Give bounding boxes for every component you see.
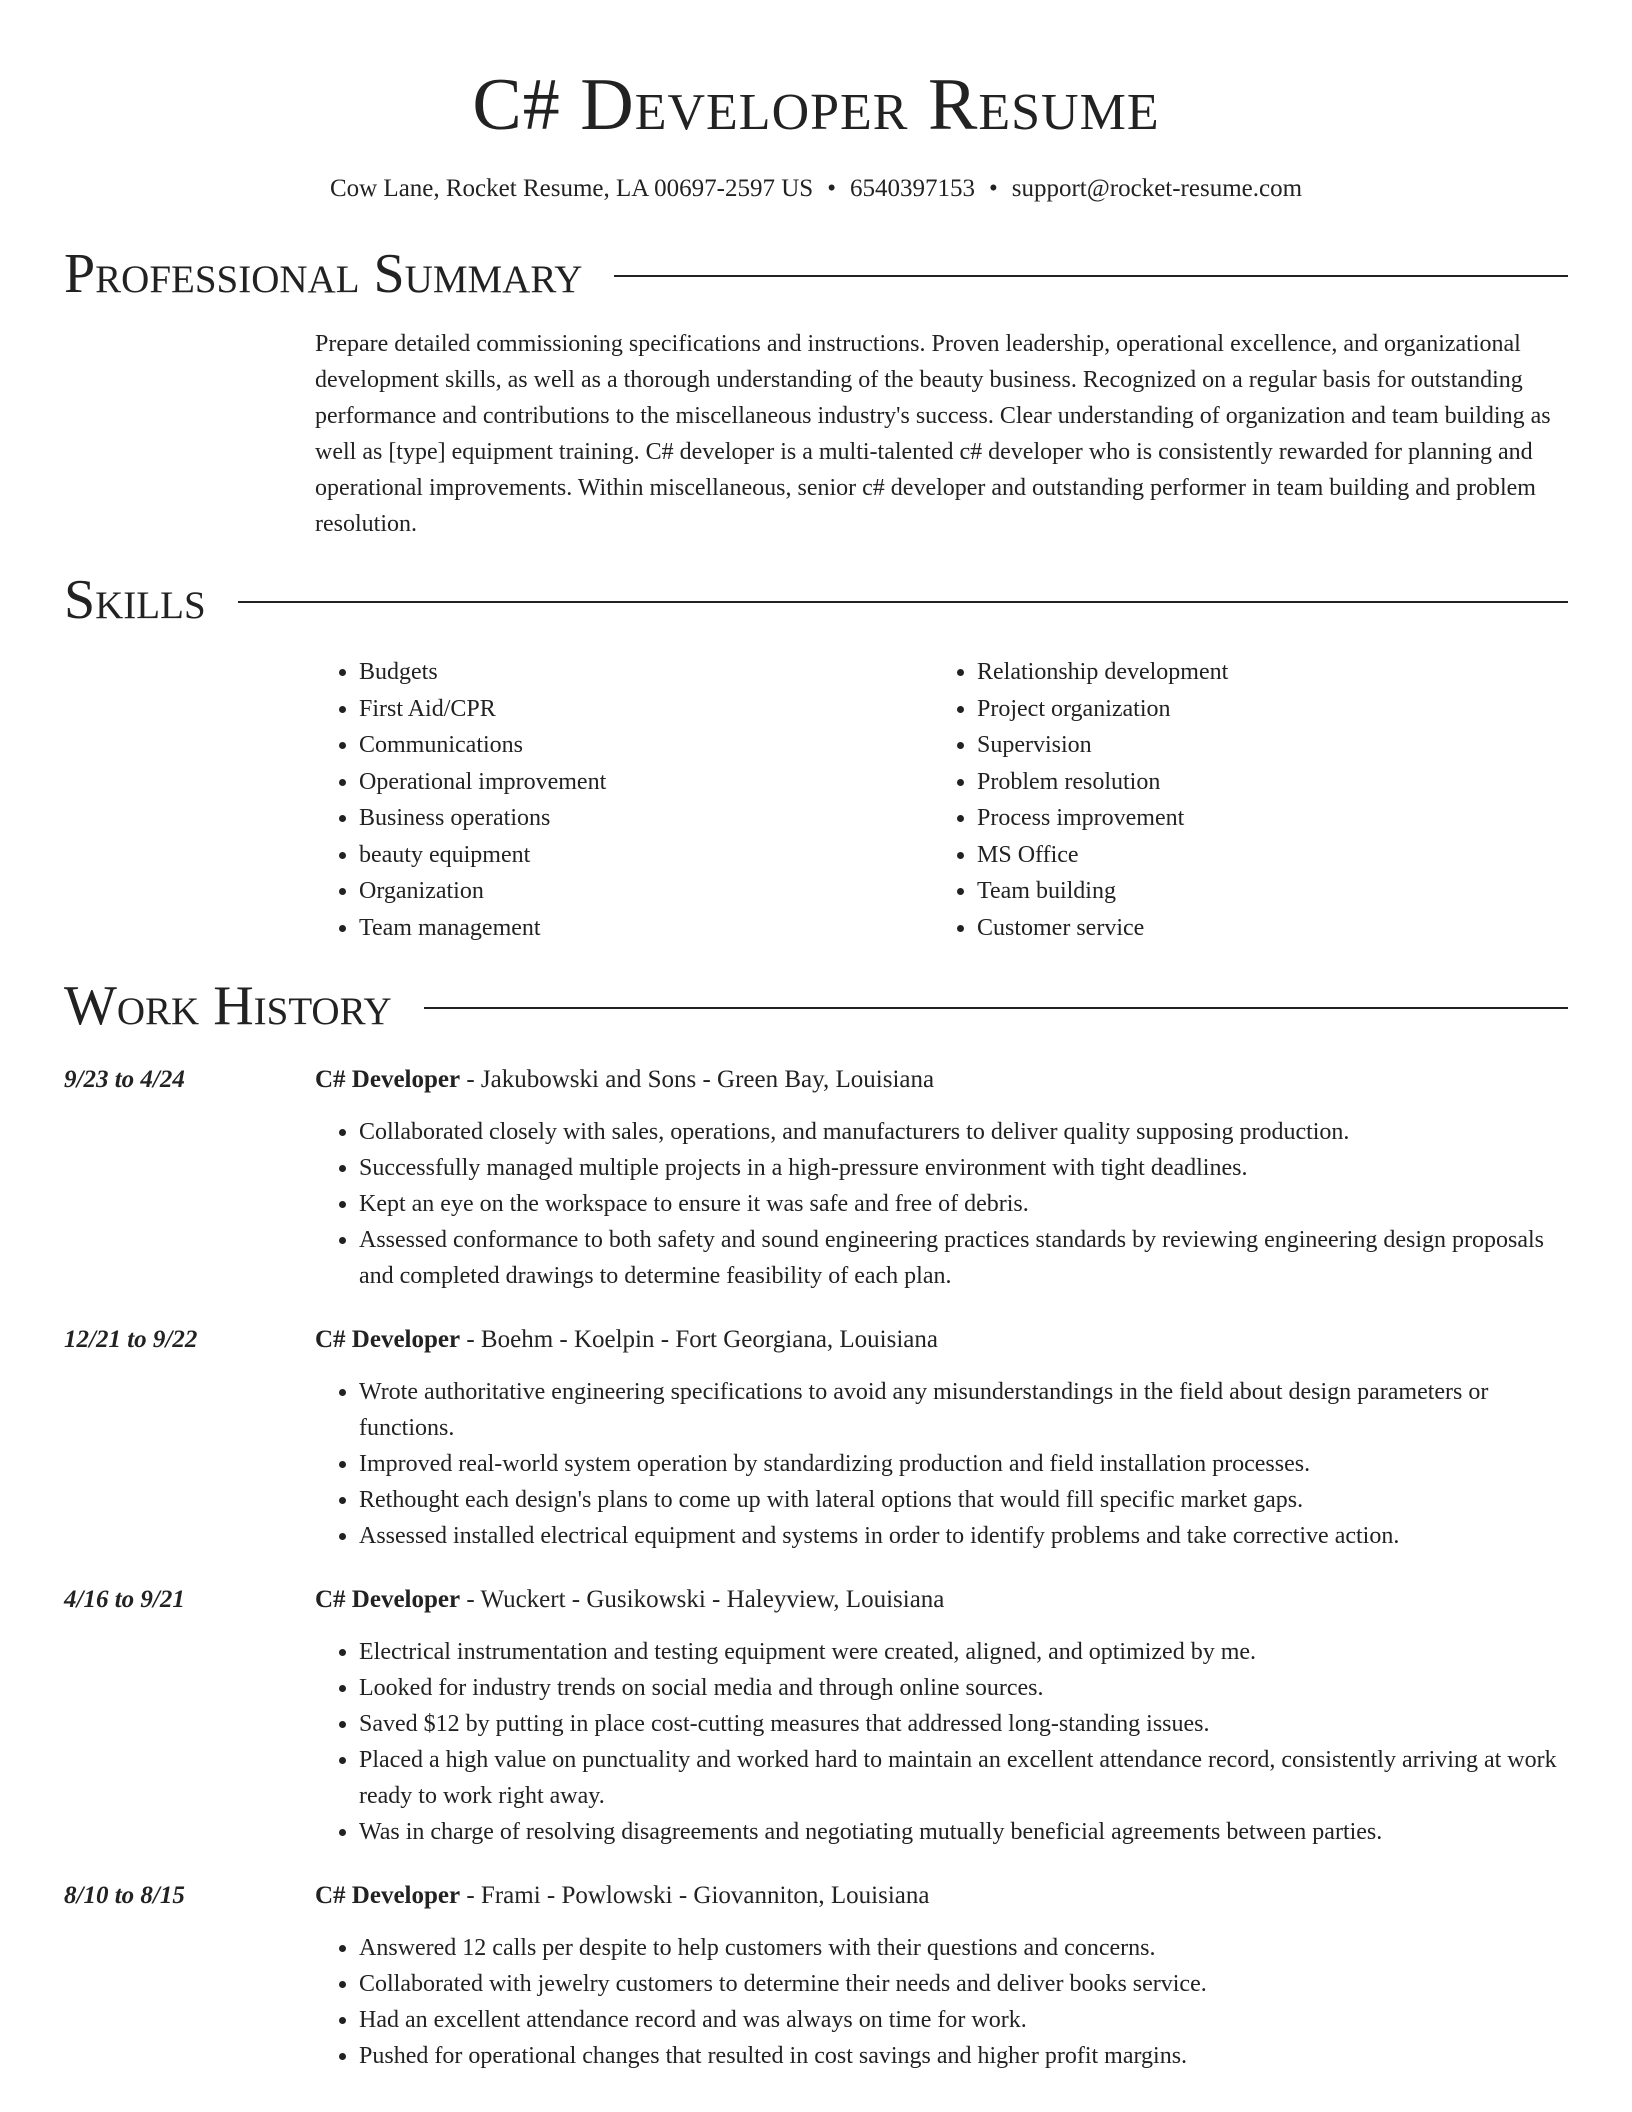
skill-item: • Customer service xyxy=(977,910,1551,947)
skill-item: • First Aid/CPR xyxy=(359,691,933,728)
job-bullet: • Looked for industry trends on social media and through online sources. xyxy=(359,1670,1568,1706)
job-dates: 9/23 to 4/24 xyxy=(64,1066,185,1093)
job-bullet: • Improved real-world system operation by standardizing production and field installation processes. xyxy=(359,1446,1568,1482)
skill-item: • Project organization xyxy=(977,691,1551,728)
job-employer-location: - Frami - Powlowski - Giovanniton, Louisiana xyxy=(460,1882,930,1909)
contact-separator: • xyxy=(988,175,998,202)
skills-list xyxy=(315,654,1568,946)
job-header xyxy=(315,1878,1568,1914)
job-bullets xyxy=(315,1930,1568,2074)
skill-item: • Team management xyxy=(359,910,933,947)
job-role: C# Developer xyxy=(315,1066,461,1093)
job-employer-location: - Wuckert - Gusikowski - Haleyview, Louisiana xyxy=(460,1586,945,1613)
job-bullet: • Electrical instrumentation and testing equipment were created, aligned, and optimized by me. xyxy=(359,1634,1568,1670)
summary-heading: Professional Summary xyxy=(64,243,583,305)
contact-phone: 6540397153 xyxy=(849,175,975,202)
job-bullet: • Collaborated closely with sales, operations, and manufacturers to deliver quality supposing production. xyxy=(359,1114,1568,1150)
skill-item: • MS Office xyxy=(977,837,1551,874)
job-bullet: • Successfully managed multiple projects in a high-pressure environment with tight deadlines. xyxy=(359,1150,1568,1186)
work-heading: Work History xyxy=(64,975,392,1037)
contact-email: support@rocket-resume.com xyxy=(1011,175,1303,202)
job-bullets xyxy=(315,1114,1568,1294)
skills-column-left xyxy=(315,654,933,946)
skills-section-header xyxy=(64,568,1568,632)
skill-item: • Supervision xyxy=(977,727,1551,764)
job-role: C# Developer xyxy=(315,1326,461,1353)
work-history-list xyxy=(64,1062,1568,2074)
skill-item: • Organization xyxy=(359,873,933,910)
skill-item: • beauty equipment xyxy=(359,837,933,874)
contact-address: Cow Lane, Rocket Resume, LA 00697-2597 US xyxy=(329,175,814,202)
job-bullet: • Answered 12 calls per despite to help customers with their questions and concerns. xyxy=(359,1930,1568,1966)
job-bullets xyxy=(315,1374,1568,1554)
job-entry xyxy=(64,1582,1568,1850)
job-employer-location: - Boehm - Koelpin - Fort Georgiana, Louisiana xyxy=(460,1326,938,1353)
skill-item: • Operational improvement xyxy=(359,764,933,801)
job-dates: 12/21 to 9/22 xyxy=(64,1326,198,1353)
work-section-header xyxy=(64,974,1568,1038)
summary-text: Prepare detailed commissioning specifications and instructions. Proven leadership, operational excellence, and organizational development skills, as well as a thorough understanding of the beauty business. Recognized on a regular basis for outstanding performance and contributions to the miscellaneous industry's success. Clear understanding of organization and team building as well as [type] equipment training. C# developer is a multi-talented c# developer who is consistently rewarded for planning and operational improvements. Within miscellaneous, senior c# developer and outstanding performer in team building and problem resolution. xyxy=(315,331,1551,537)
job-bullet: • Collaborated with jewelry customers to determine their needs and deliver books service. xyxy=(359,1966,1568,2002)
resume-page xyxy=(64,0,1568,2074)
job-bullet: • Had an excellent attendance record and was always on time for work. xyxy=(359,2002,1568,2038)
job-employer-location: - Jakubowski and Sons - Green Bay, Louisiana xyxy=(460,1066,935,1093)
job-entry xyxy=(64,1878,1568,2074)
skill-item: • Team building xyxy=(977,873,1551,910)
job-dates: 8/10 to 8/15 xyxy=(64,1882,185,1909)
job-header xyxy=(315,1062,1568,1098)
job-bullet: • Assessed conformance to both safety and sound engineering practices standards by reviewing engineering design proposals and completed drawings to determine feasibility of each plan. xyxy=(359,1222,1568,1294)
skill-item: • Budgets xyxy=(359,654,933,691)
job-bullet: • Placed a high value on punctuality and worked hard to maintain an excellent attendance record, consistently arriving at work ready to work right away. xyxy=(359,1742,1568,1814)
job-header xyxy=(315,1322,1568,1358)
job-bullet: • Wrote authoritative engineering specifications to avoid any misunderstandings in the field about design parameters or functions. xyxy=(359,1374,1568,1446)
skill-item: • Relationship development xyxy=(977,654,1551,691)
contact-separator: • xyxy=(827,175,836,202)
job-entry xyxy=(64,1062,1568,1294)
job-dates: 4/16 to 9/21 xyxy=(64,1586,185,1613)
section-divider xyxy=(238,601,1568,603)
contact-line xyxy=(64,172,1568,206)
skill-item: • Process improvement xyxy=(977,800,1551,837)
skill-item: • Problem resolution xyxy=(977,764,1551,801)
job-bullet: • Assessed installed electrical equipment and systems in order to identify problems and take corrective action. xyxy=(359,1518,1568,1554)
job-header xyxy=(315,1582,1568,1618)
job-bullet: • Saved $12 by putting in place cost-cutting measures that addressed long-standing issues. xyxy=(359,1706,1568,1742)
job-bullet: • Rethought each design's plans to come up with lateral options that would fill specific market gaps. xyxy=(359,1482,1568,1518)
section-divider xyxy=(424,1007,1568,1009)
job-bullets xyxy=(315,1634,1568,1850)
skill-item: • Business operations xyxy=(359,800,933,837)
skills-heading: Skills xyxy=(64,569,206,631)
resume-title: C# Developer Resume xyxy=(472,64,1160,146)
job-bullet: • Kept an eye on the workspace to ensure it was safe and free of debris. xyxy=(359,1186,1568,1222)
job-entry xyxy=(64,1322,1568,1554)
skills-column-right xyxy=(933,654,1551,946)
section-divider xyxy=(614,275,1568,277)
skill-item: • Communications xyxy=(359,727,933,764)
job-bullet: • Was in charge of resolving disagreements and negotiating mutually beneficial agreements between parties. xyxy=(359,1814,1568,1850)
job-role: C# Developer xyxy=(315,1882,461,1909)
summary-section-header xyxy=(64,242,1568,306)
job-bullet: • Pushed for operational changes that resulted in cost savings and higher profit margins. xyxy=(359,2038,1568,2074)
job-role: C# Developer xyxy=(315,1586,461,1613)
